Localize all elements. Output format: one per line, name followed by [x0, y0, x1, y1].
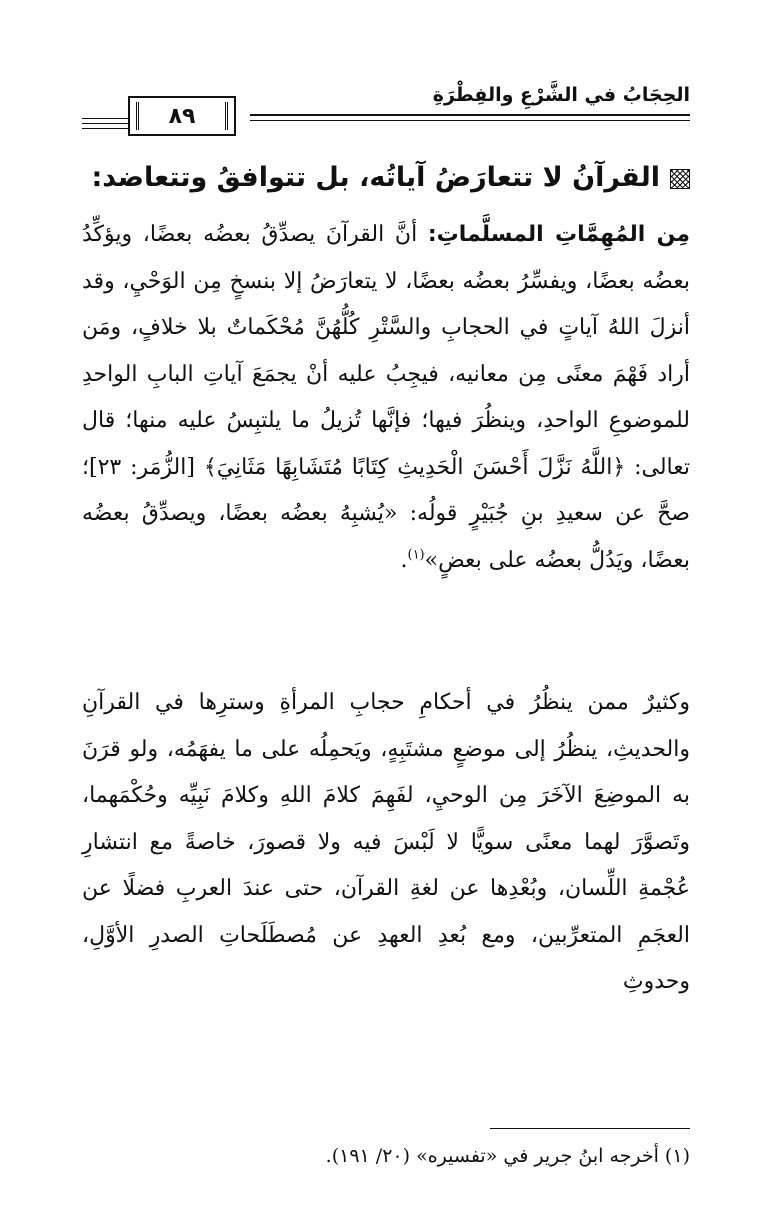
header-left-rule — [82, 128, 128, 129]
ornament-icon — [670, 169, 690, 189]
paragraph-1 — [82, 212, 690, 584]
footnote-marker[interactable]: (١) — [407, 547, 425, 563]
section-heading — [82, 156, 690, 200]
header-rule-thin — [250, 120, 690, 121]
page-number-frame — [128, 96, 236, 136]
running-head-title: الحِجَابُ في الشَّرْعِ والفِطْرَةِ — [432, 84, 690, 106]
paragraph-2-text: وكثيرٌ ممن ينظُرُ في أحكامِ حجابِ المرأةِ وسترِها في القرآنِ والحديثِ، ينظُرُ إلى موضعٍ مشتَبِهٍ، ويَحمِلُه على ما يفهَمُه، ولو قرَنَ به الموضِعَ الآخَرَ مِن الوحيِ، لفَهِمَ كلامَ اللهِ وكلامَ نَبِيِّه وحُكْمَهما، وتَصوَّرَ لهما معنًى سويًّا لا لَبْسَ فيه ولا قصورَ، خاصةً مع انتشارِ عُجْمةِ اللِّسان، وبُعْدِها عن لغةِ القرآن، حتى عندَ العربِ فضلًا عن العجَمِ المتعرِّبين، ومع بُعدِ العهدِ عن مُصطَلَحاتِ الصدرِ الأوَّلِ، وحدوثِ — [82, 690, 690, 994]
header-rule — [250, 114, 690, 116]
lead-phrase: مِن المُهِمَّاتِ المسلَّماتِ: — [427, 222, 691, 247]
header-left-rule — [82, 123, 128, 124]
section-heading-text: القرآنُ لا تتعارَضُ آياتُه، بل تتوافقُ وتتعاضد: — [91, 162, 660, 193]
footnote-rule — [490, 1128, 690, 1129]
paragraph-1-text: أنَّ القرآنَ يصدِّقُ بعضُه بعضًا، ويؤكِّدُ بعضُه بعضًا، ويفسِّرُ بعضُه بعضًا، لا يتعارَضُ إلا بنسخٍ مِن الوَحْيِ، وقد أنزلَ اللهُ آياتٍ في الحجابِ والسَّتْرِ كُلُّهُنَّ مُحْكَماتٌ بلا خلافٍ، ومَن أراد فَهْمَ معنًى مِن معانيه، فيجِبُ عليه أنْ يجمَعَ آياتِ البابِ الواحدِ للموضوعِ الواحدِ، وينظُرَ فيها؛ فإنَّها تُزيلُ ما يلتبِسُ عليه منها؛ قال تعالى: ﴿اللَّهُ نَزَّلَ أَحْسَنَ الْحَدِيثِ كِتَابًا مُتَشَابِهًا مَثَانِيَ﴾ [الزُّمَر: ٢٣]؛ صحَّ عن سعيدِ بنِ جُبَيْرٍ قولُه: «يُشبِهُ بعضُه بعضًا، ويصدِّقُ بعضُه بعضًا، ويَدُلُّ بعضُه على بعضٍ» — [82, 222, 690, 573]
page-number: ٨٩ — [168, 104, 196, 129]
header-left-rule — [82, 118, 128, 119]
paragraph-1-end: . — [400, 547, 408, 573]
footnote: (١) أخرجه ابنُ جرير في «تفسيره» (٢٠/ ١٩١). — [325, 1145, 690, 1167]
paragraph-2 — [82, 680, 690, 1006]
